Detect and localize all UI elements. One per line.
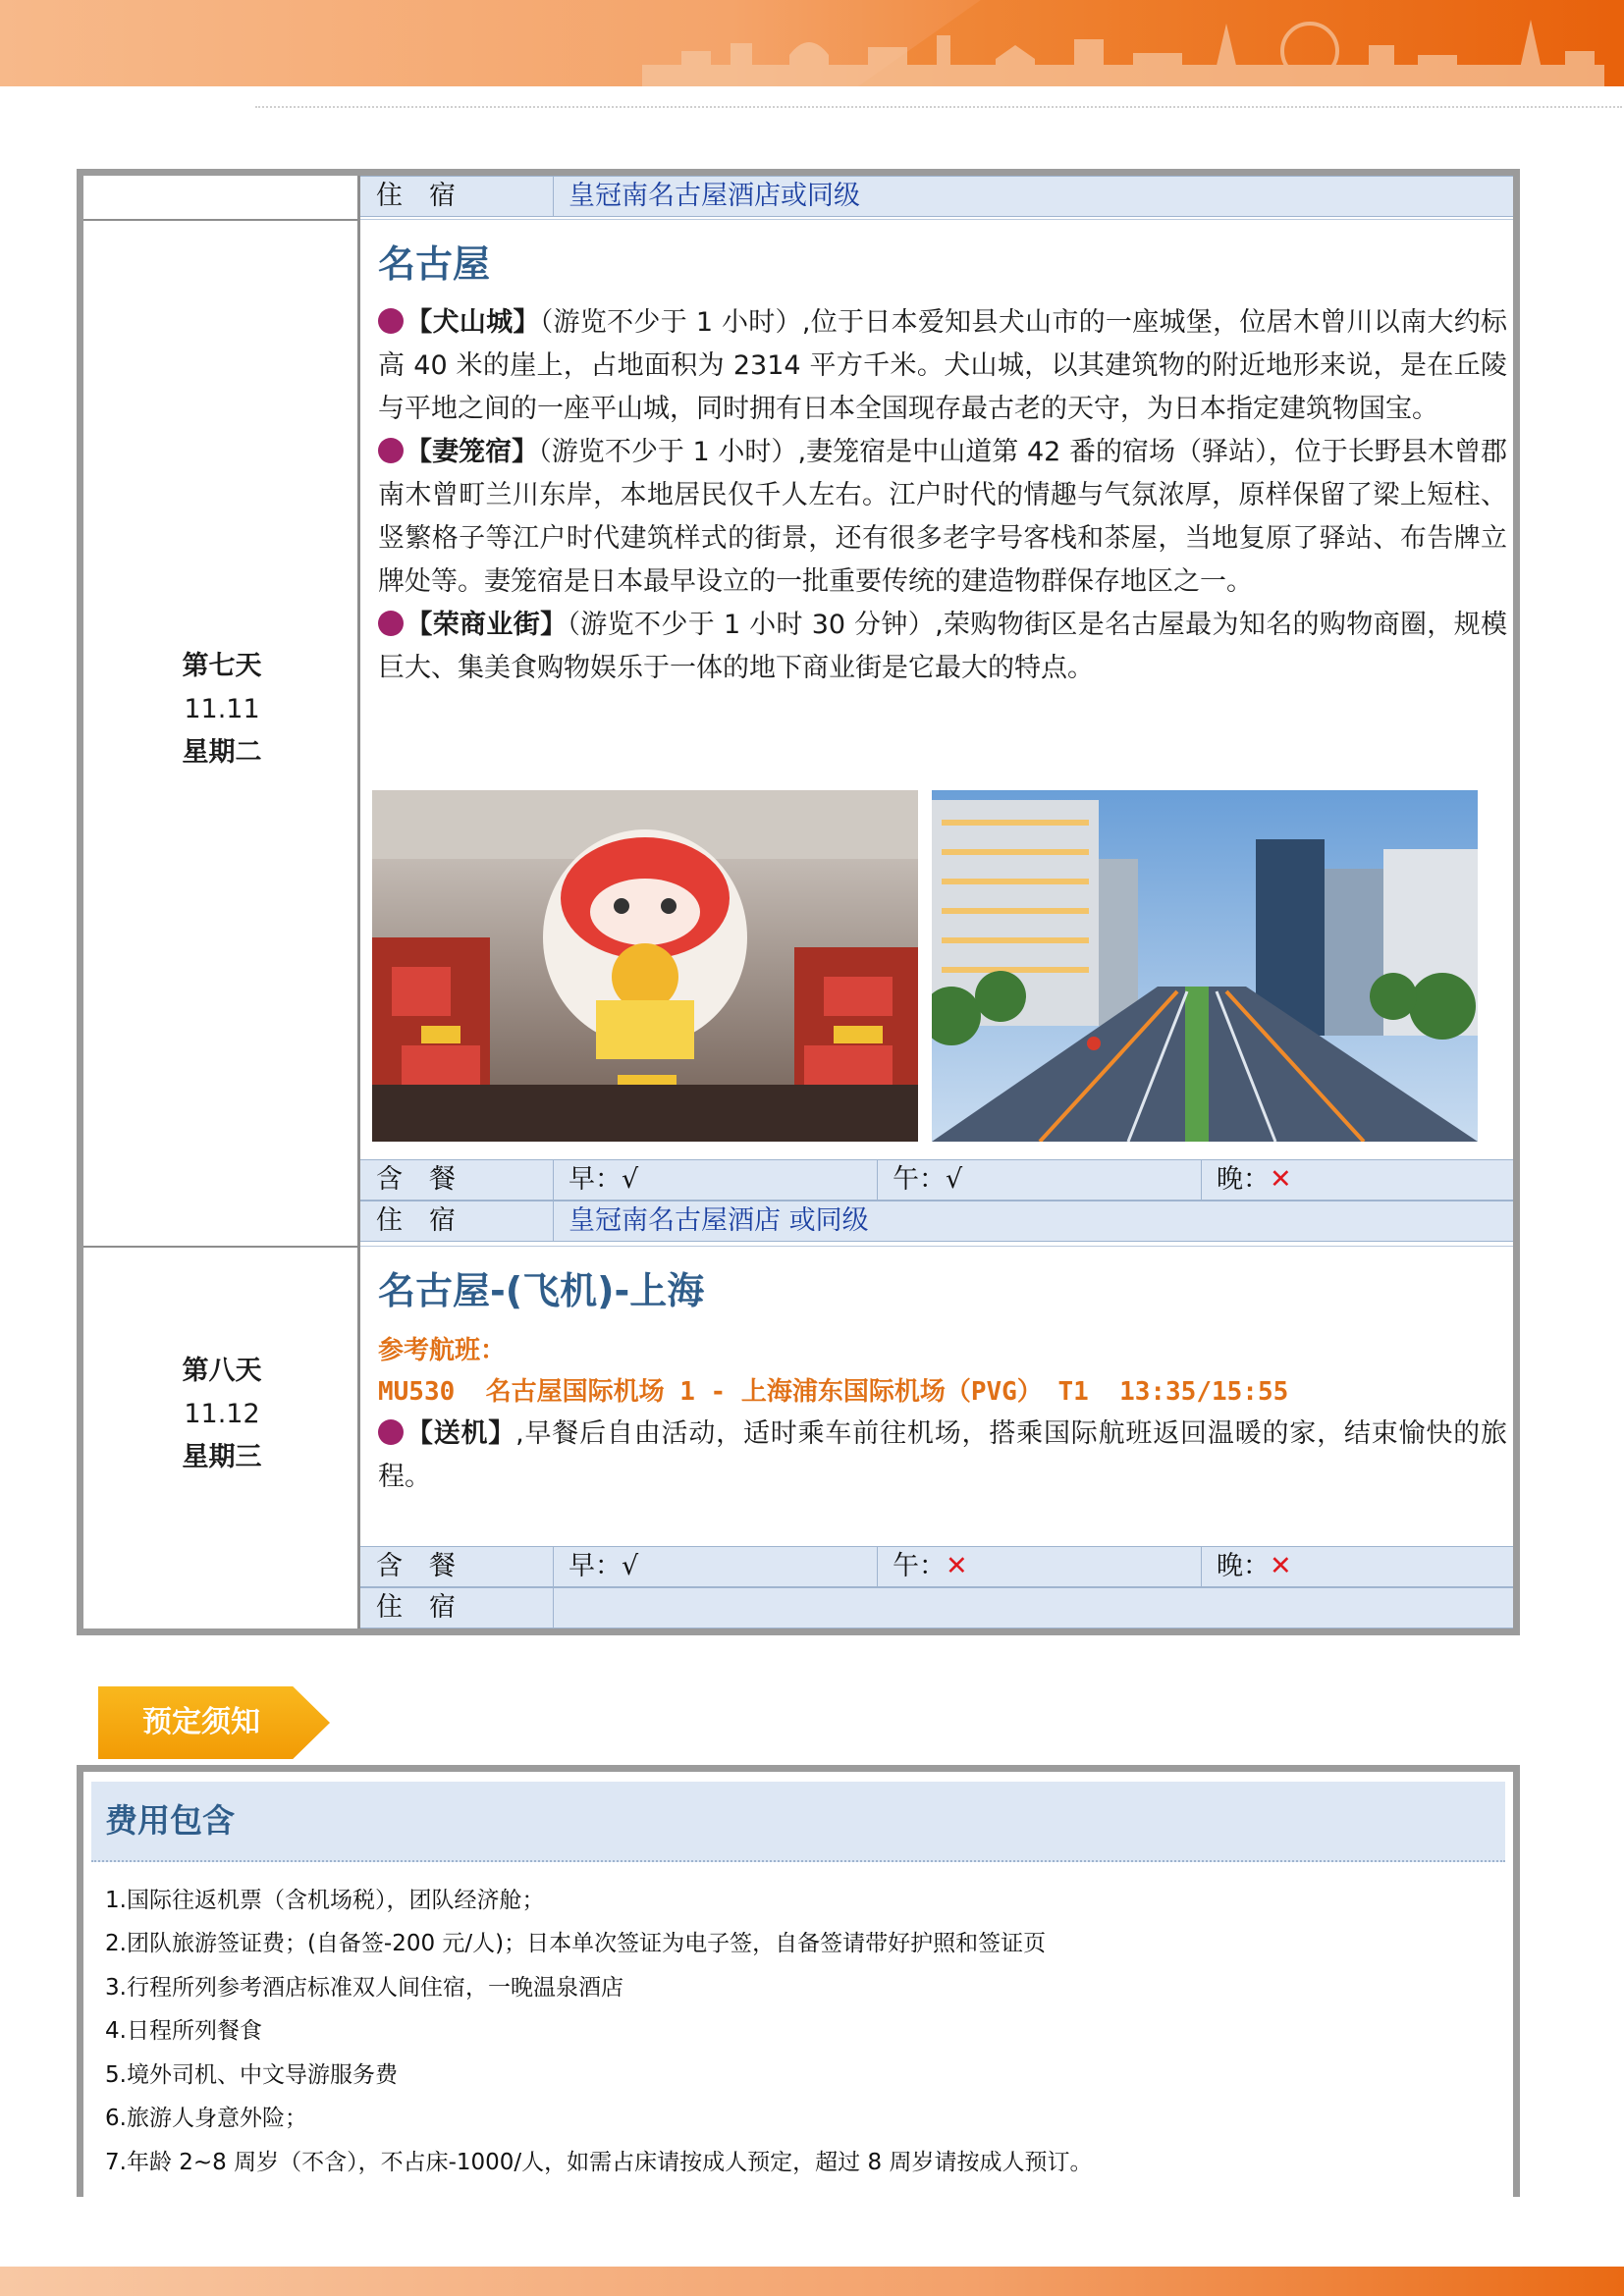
list-item: 5.境外司机、中文导游服务费: [105, 2062, 398, 2088]
header-band: [0, 0, 1624, 86]
lunch-label: 午：: [893, 1551, 946, 1581]
hotel-name: [553, 1588, 1513, 1628]
section-header: [91, 1782, 1505, 1862]
stay-label: 住 宿: [376, 1205, 456, 1236]
row-divider: [83, 219, 360, 221]
list-item: 6.旅游人身意外险；: [105, 2106, 307, 2131]
list-item: 4.日程所列餐食: [105, 2018, 262, 2044]
day7-heading: 名古屋: [378, 242, 491, 286]
stay-label: 住 宿: [376, 1592, 456, 1623]
meals-row-day7: [360, 1159, 1513, 1201]
day7-para-2: [378, 431, 1507, 604]
row-divider: [360, 1246, 1513, 1247]
meals-label: 含 餐: [376, 1551, 456, 1581]
photo-city-street: [932, 790, 1478, 1142]
header-dotted-rule: [255, 106, 1622, 108]
list-item: 2.团队旅游签证费；(自备签-200 元/人)；日本单次签证为电子签，自备签请带好护照和签证页: [105, 1931, 1047, 1956]
lunch-cell: [877, 1547, 1201, 1586]
bullet-icon: [378, 1419, 404, 1445]
day7-label: [83, 645, 360, 774]
row-divider: [83, 1246, 360, 1248]
list-item: 1.国际往返机票（含机场税），团队经济舱；: [105, 1888, 545, 1913]
day8-content: [378, 1263, 1507, 1499]
meals-label: 含 餐: [376, 1164, 456, 1195]
breakfast-cell: 早：√: [568, 1164, 639, 1195]
day7-para-3: [378, 604, 1507, 690]
section-title: 费用包含: [105, 1801, 235, 1840]
stay-row-day8: [360, 1587, 1513, 1629]
photo-shopping-street: [372, 790, 918, 1142]
flight-label: 参考航班：: [378, 1336, 507, 1365]
day8-para-1: [378, 1413, 1507, 1499]
row-divider: [360, 219, 1513, 220]
attraction-name: 【犬山城】: [406, 307, 540, 338]
attraction-desc: （游览不少于 1 小时）,妻笼宿是中山道第 42 番的宿场（驿站），位于长野县木曾郡南木曾町兰川东岸，本地居民仅千人左右。江户时代的情趣与气氛浓厚，原样保留了梁上短柱、竖繁格子等江户时代建筑样式的街景，还有很多老字号客栈和茶屋，当地复原了驿站、布告牌立牌处等。妻笼宿是日本最早设立的一批重要传统的建造物群保存地区之一。: [378, 437, 1508, 597]
day8-title: 第八天: [182, 1356, 262, 1386]
stay-row-prev: [360, 176, 1513, 217]
day8-heading: 名古屋-(飞机)-上海: [378, 1269, 705, 1312]
bullet-icon: [378, 438, 404, 463]
breakfast-cell: 早：√: [568, 1551, 639, 1581]
hotel-name: 皇冠南名古屋酒店 或同级: [568, 1205, 869, 1236]
attraction-name: 【妻笼宿】: [406, 437, 539, 467]
day7-para-1: [378, 301, 1507, 431]
day8-label: [83, 1350, 360, 1479]
stay-label: 住 宿: [376, 181, 456, 211]
dinner-cell: [1201, 1547, 1513, 1586]
dinner-label: 晚：: [1217, 1164, 1270, 1195]
cross-icon: ✕: [946, 1551, 968, 1581]
hotel-name: 皇冠南名古屋酒店或同级: [568, 181, 860, 211]
attraction-desc: ,早餐后自由活动，适时乘车前往机场，搭乘国际航班返回温暖的家，结束愉快的旅程。: [378, 1418, 1507, 1492]
booking-notice-tag: [98, 1686, 330, 1759]
day7-title: 第七天: [182, 651, 262, 681]
list-item: 7.年龄 2~8 周岁（不含），不占床-1000/人，如需占床请按成人预定，超过 8 周岁请按成人预订。: [105, 2150, 1093, 2175]
city-skyline-decoration: [642, 16, 1604, 86]
dinner-cell: [1201, 1160, 1513, 1200]
tag-label: 预定须知: [142, 1705, 260, 1739]
flight-info: MU530 名古屋国际机场 1 - 上海浦东国际机场（PVG） T1 13:35/15:55: [378, 1377, 1289, 1407]
day7-content: [378, 237, 1507, 690]
lunch-cell: 午：√: [893, 1164, 963, 1195]
cross-icon: ✕: [1270, 1551, 1292, 1581]
footer-band: [0, 2267, 1624, 2296]
fees-included-section: [77, 1765, 1520, 2197]
stay-row-day7: [360, 1201, 1513, 1242]
attraction-name: 【送机】: [406, 1418, 516, 1449]
day8-date: 11.12: [184, 1399, 260, 1429]
cross-icon: ✕: [1270, 1164, 1292, 1195]
dinner-label: 晚：: [1217, 1551, 1270, 1581]
list-item: 3.行程所列参考酒店标准双人间住宿，一晚温泉酒店: [105, 1975, 623, 2001]
meals-row-day8: [360, 1546, 1513, 1587]
attraction-desc: （游览不少于 1 小时）,位于日本爱知县犬山市的一座城堡，位居木曾川以南大约标高 40 米的崖上，占地面积为 2314 平方千米。犬山城，以其建筑物的附近地形来说，是在丘陵与平地之间的一座平山城，同时拥有日本全国现存最古老的天守，为日本指定建筑物国宝。: [378, 307, 1507, 424]
itinerary-table: [77, 169, 1520, 1635]
bullet-icon: [378, 611, 404, 636]
attraction-name: 【荣商业街】: [406, 610, 568, 640]
day7-date: 11.11: [184, 694, 260, 724]
day8-weekday: 星期三: [182, 1442, 262, 1472]
day7-weekday: 星期二: [182, 737, 262, 768]
attraction-desc: （游览不少于 1 小时 30 分钟）,荣购物街区是名古屋最为知名的购物商圈，规模巨大、集美食购物娱乐于一体的地下商业街是它最大的特点。: [378, 610, 1507, 683]
bullet-icon: [378, 308, 404, 334]
